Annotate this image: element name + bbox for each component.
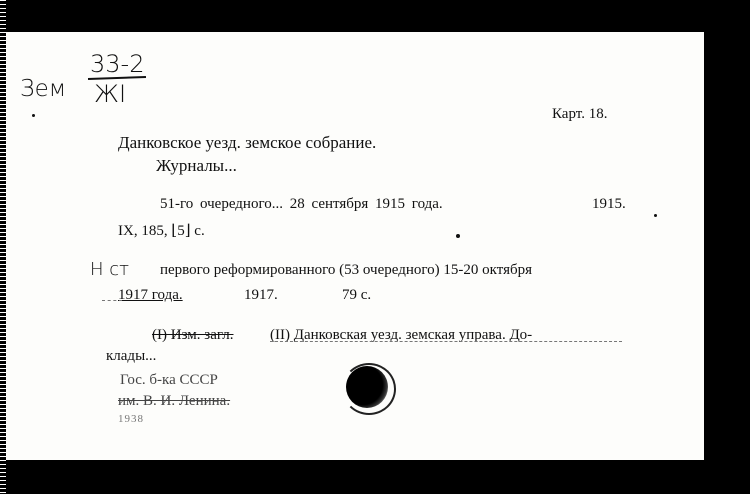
ink-dot bbox=[32, 114, 35, 117]
catalog-card bbox=[6, 32, 704, 460]
handwritten-code-numerator: 33-2 bbox=[90, 50, 145, 78]
crossref-line2: клады... bbox=[106, 348, 157, 364]
crossref-underline bbox=[270, 341, 622, 342]
card-subheading: Журналы... bbox=[156, 156, 237, 175]
card-heading: Данковское уезд. земское собрание. bbox=[118, 133, 377, 152]
entry2-year-text: 1917 года. bbox=[118, 287, 183, 303]
ink-dot bbox=[456, 234, 460, 238]
card-number: Карт. 18. bbox=[552, 106, 608, 122]
entry1-volume: IX, 185, bbox=[118, 223, 172, 239]
entry1-pages: 5 bbox=[177, 223, 185, 239]
stamp-line1: Гос. б-ка СССР bbox=[120, 372, 218, 388]
entry1-line2 bbox=[118, 221, 205, 240]
punch-hole bbox=[346, 366, 388, 408]
entry2-pages: 79 с. bbox=[342, 287, 372, 303]
entry2-year: 1917. bbox=[244, 287, 278, 303]
stamp-line3: 1938 bbox=[118, 413, 144, 425]
handwritten-margin-note: Н ст bbox=[90, 259, 130, 280]
dash-line bbox=[102, 300, 122, 301]
crossref-part2: (II) Данковская уезд. земская управа. До- bbox=[270, 327, 533, 343]
bracket-left: ⌊ bbox=[171, 223, 178, 239]
crossref-part1: (I) Изм. загл. bbox=[152, 327, 234, 343]
entry1-line1: 51-го очередного... 28 сентября 1915 года. bbox=[160, 196, 443, 212]
bracket-right: ⌋ bbox=[184, 223, 191, 239]
entry1-pages-suffix: с. bbox=[190, 223, 205, 239]
handwritten-code-prefix: Зем bbox=[20, 76, 67, 102]
ink-dot bbox=[654, 214, 657, 217]
entry2-line1: первого реформированного (53 очередного) 15-20 октября bbox=[160, 262, 532, 278]
stamp-line2: им. В. И. Ленина. bbox=[118, 393, 231, 409]
handwritten-code-denominator: ЖІ bbox=[94, 80, 127, 108]
entry1-year: 1915. bbox=[592, 196, 626, 212]
